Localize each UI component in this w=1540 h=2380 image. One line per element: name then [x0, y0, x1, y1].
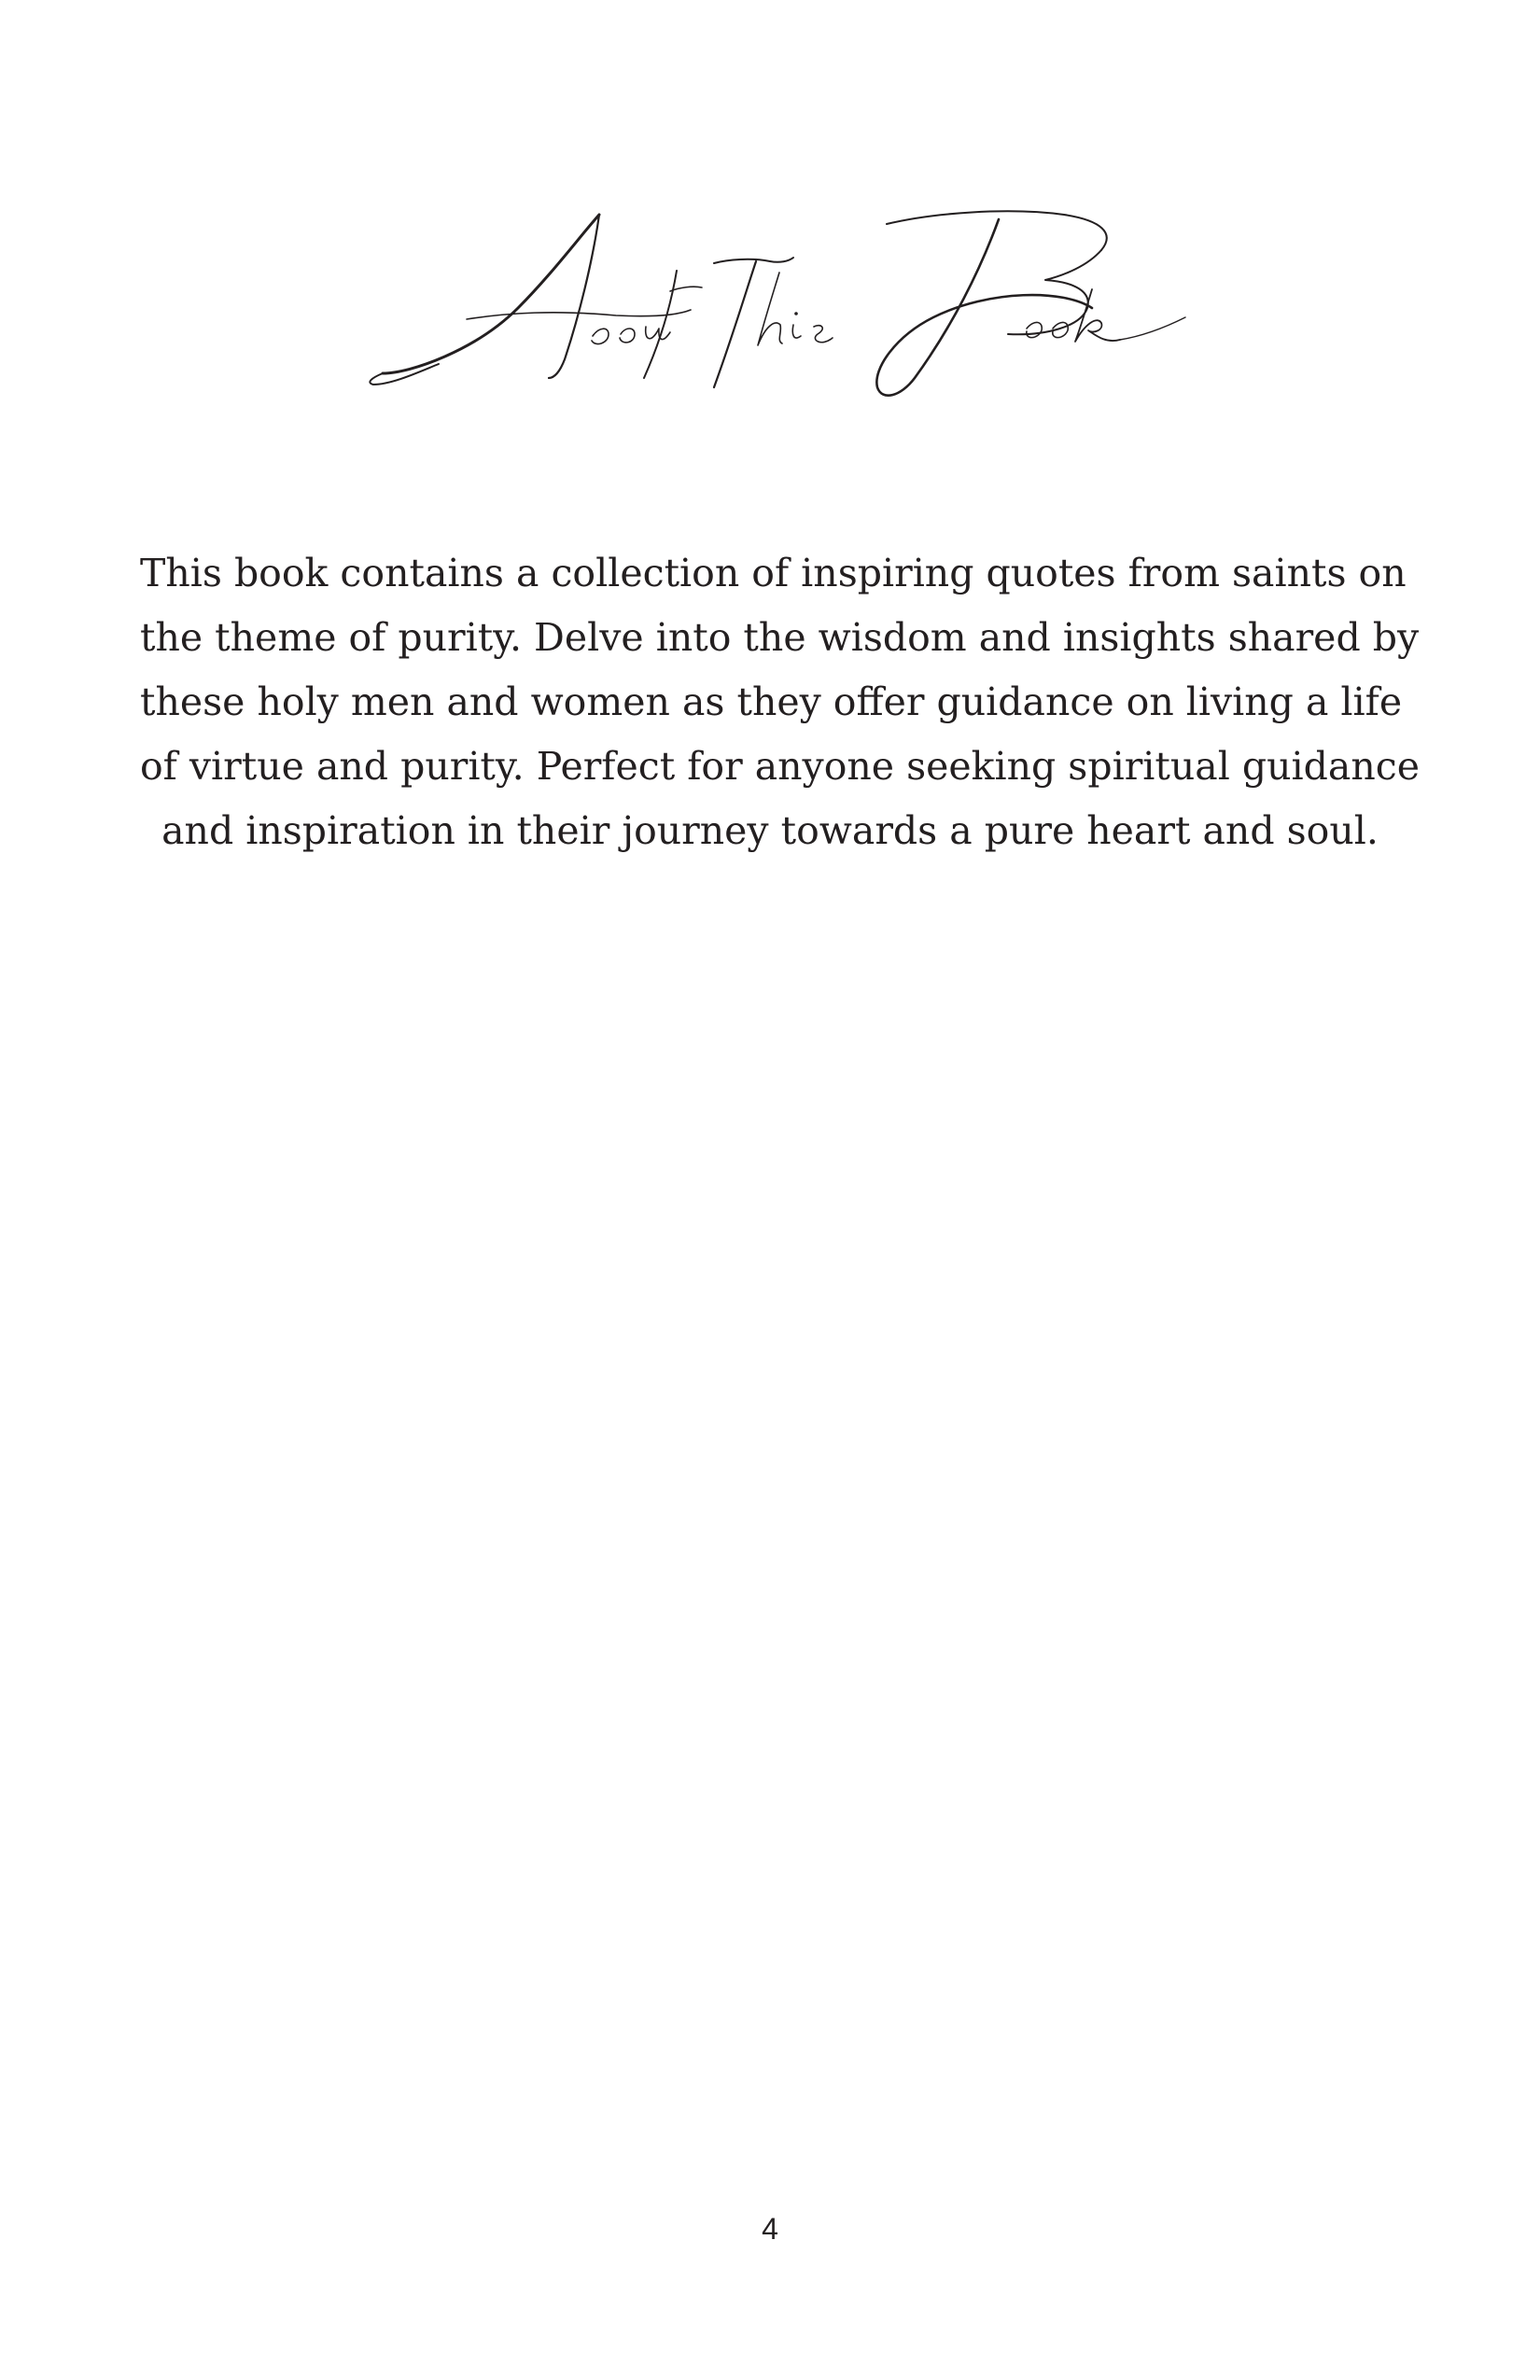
page-number: 4 — [762, 2212, 778, 2246]
about-paragraph — [140, 541, 1420, 863]
paragraph-line: This book contains a collection of inspiring quotes from saints on — [140, 551, 1407, 595]
paragraph-line: the theme of purity. Delve into the wisdom and insights shared by — [140, 615, 1420, 660]
paragraph-line: of virtue and purity. Perfect for anyone seeking spiritual guidance — [140, 744, 1420, 789]
script-title-lettering — [355, 187, 1213, 411]
page-title — [355, 187, 1213, 411]
paragraph-line: these holy men and women as they offer guidance on living a life — [140, 679, 1403, 724]
paragraph-line: and inspiration in their journey towards a pure heart and soul. — [161, 808, 1379, 853]
